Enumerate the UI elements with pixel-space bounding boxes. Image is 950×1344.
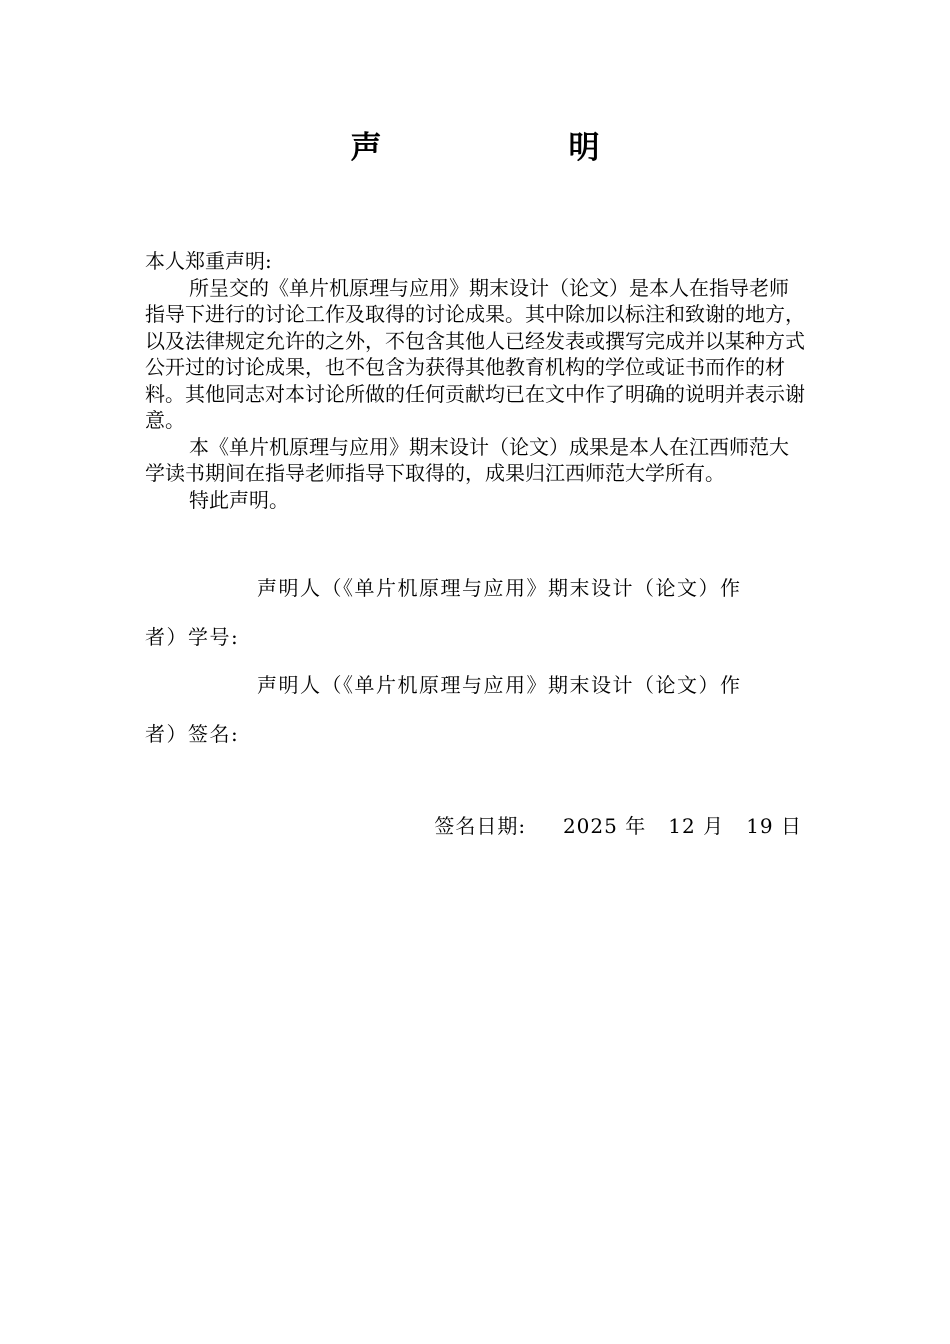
declaration-paragraph-1: 所呈交的《单片机原理与应用》期末设计（论文）是本人在指导老师指导下进行的讨论工作及取得的讨论成果。其中除加以标注和致谢的地方，以及法律规定允许的之外，不包含其他人已经发表或撰写完成并以某种方式公开过的讨论成果，也不包含为获得其他教育机构的学位或证书而作的材料。其他同志对本讨论所做的任何贡献均已在文中作了明确的说明并表示谢意。 bbox=[145, 275, 805, 432]
closing-line: 特此声明。 bbox=[189, 487, 289, 512]
student-id-label-line-2: 者）学号: bbox=[145, 625, 240, 649]
signature-label-line-2: 者）签名: bbox=[145, 722, 240, 746]
signature-field bbox=[145, 661, 805, 759]
date-month: 12 bbox=[668, 814, 696, 838]
date-day-unit: 日 bbox=[781, 814, 802, 838]
student-id-field bbox=[145, 564, 805, 662]
date-year: 2025 bbox=[562, 814, 618, 838]
date-month-unit: 月 bbox=[703, 814, 725, 838]
signature-date bbox=[434, 812, 802, 840]
date-year-unit: 年 bbox=[625, 814, 647, 838]
opening-line: 本人郑重声明: bbox=[145, 249, 272, 273]
declaration-body bbox=[145, 248, 805, 513]
date-label: 签名日期: bbox=[434, 814, 527, 838]
date-day: 19 bbox=[746, 814, 774, 838]
student-id-label-line-1: 声明人（《单片机原理与应用》期末设计（论文）作 bbox=[257, 576, 742, 600]
page-title: 声 明 bbox=[350, 130, 678, 166]
signature-label-line-1: 声明人（《单片机原理与应用》期末设计（论文）作 bbox=[257, 673, 742, 697]
declaration-paragraph-2: 本《单片机原理与应用》期末设计（论文）成果是本人在江西师范大学读书期间在指导老师指导下取得的，成果归江西师范大学所有。 bbox=[145, 434, 789, 485]
